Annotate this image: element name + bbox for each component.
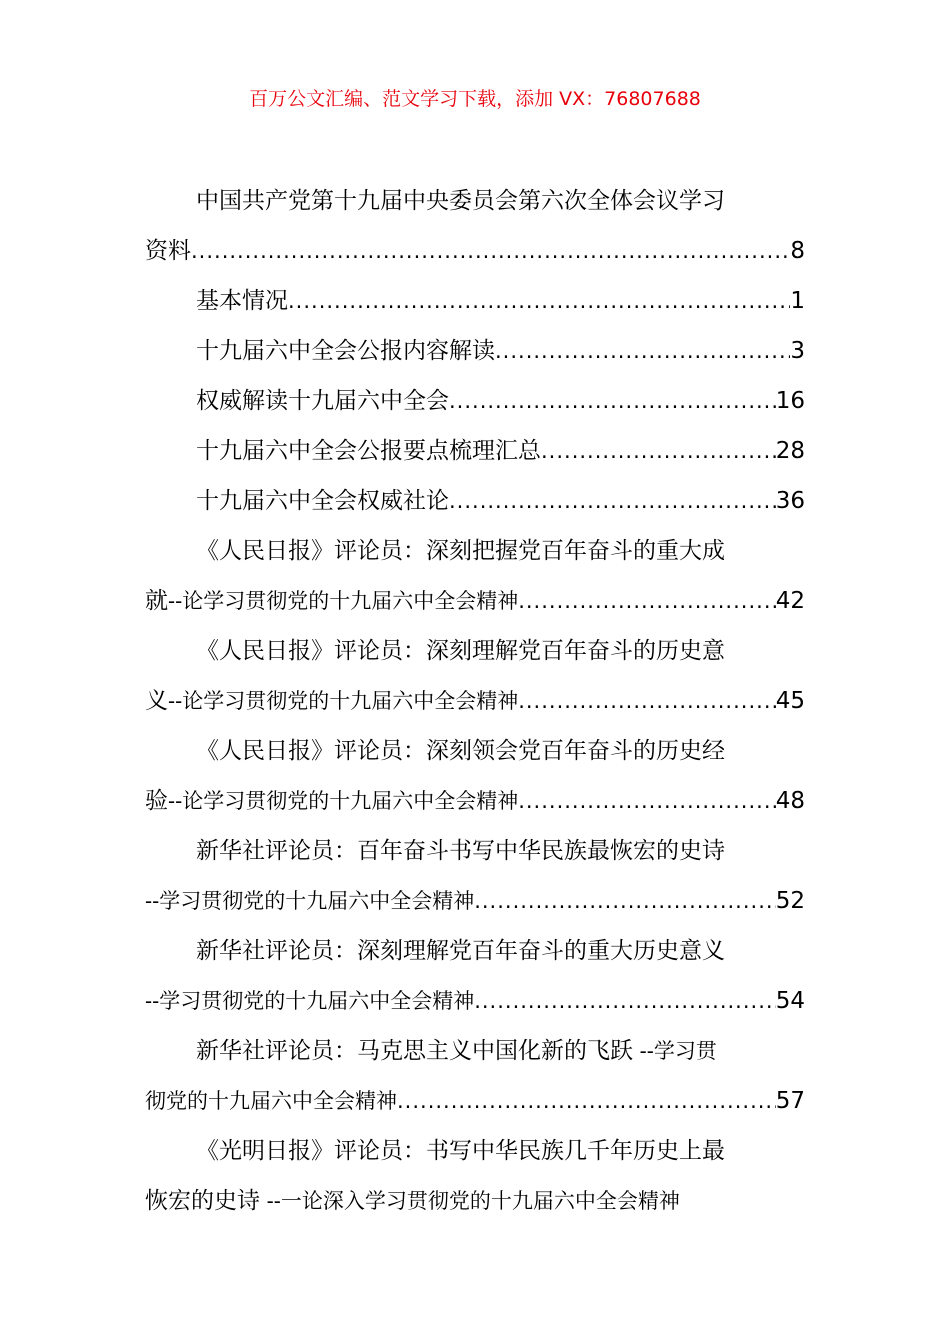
toc-entry-0-title-end: 资料: [145, 238, 191, 264]
toc-entry-1-page: 1: [790, 288, 805, 314]
toc-entry-12-line2[interactable]: [145, 1176, 805, 1226]
toc-entry-2[interactable]: [145, 326, 805, 376]
toc-entry-11-line1[interactable]: [145, 1026, 805, 1076]
leader-dots: [474, 876, 776, 926]
toc-entry-4-page: 28: [775, 438, 805, 464]
toc-entry-12-subtitle: --一论深入学习贯彻党的十九届六中全会精神: [260, 1189, 680, 1213]
toc-entry-3-title: 权威解读十九届六中全会: [196, 388, 449, 414]
toc-entry-8-subtitle: --论学习贯彻党的十九届六中全会精神: [168, 789, 519, 813]
toc-entry-3[interactable]: [145, 376, 805, 426]
leader-dots: [288, 276, 790, 326]
leader-dots: [518, 576, 776, 626]
leader-dots: [495, 326, 790, 376]
toc-entry-4-title: 十九届六中全会公报要点梳理汇总: [196, 438, 541, 464]
toc-entry-10-line2[interactable]: [145, 976, 805, 1026]
toc-entry-9-line1[interactable]: 新华社评论员：百年奋斗书写中华民族最恢宏的史诗: [196, 838, 725, 864]
toc-entry-8-line1[interactable]: 《人民日报》评论员：深刻领会党百年奋斗的历史经: [196, 738, 725, 764]
toc-entry-8-page: 48: [775, 788, 805, 814]
leader-dots: [449, 376, 776, 426]
toc-entry-8-title-end: 验: [145, 788, 168, 814]
toc-entry-12-title-end: 恢宏的史诗: [145, 1188, 260, 1214]
leader-dots: [474, 976, 776, 1026]
toc-entry-7-line1[interactable]: 《人民日报》评论员：深刻理解党百年奋斗的历史意: [196, 638, 725, 664]
toc-entry-1-title: 基本情况: [196, 288, 288, 314]
toc-entry-0-line2[interactable]: [145, 226, 805, 276]
leader-dots: [518, 676, 776, 726]
leader-dots: [397, 1076, 776, 1126]
toc-entry-9-page: 52: [775, 888, 805, 914]
toc-entry-9-line2[interactable]: [145, 876, 805, 926]
toc-entry-11-subtitle-start: --学习贯: [633, 1039, 717, 1063]
table-of-contents: [145, 176, 805, 1226]
toc-entry-1[interactable]: [145, 276, 805, 326]
toc-entry-6-line1[interactable]: 《人民日报》评论员：深刻把握党百年奋斗的重大成: [196, 538, 725, 564]
leader-dots: [518, 776, 776, 826]
toc-entry-12-line1[interactable]: 《光明日报》评论员：书写中华民族几千年历史上最: [196, 1138, 725, 1164]
toc-entry-6-page: 42: [775, 588, 805, 614]
toc-entry-3-page: 16: [775, 388, 805, 414]
toc-entry-7-line2[interactable]: [145, 676, 805, 726]
toc-entry-11-title: 新华社评论员：马克思主义中国化新的飞跃: [196, 1038, 633, 1064]
leader-dots: [191, 226, 790, 276]
toc-entry-0-page: 8: [790, 238, 805, 264]
toc-entry-2-title: 十九届六中全会公报内容解读: [196, 338, 495, 364]
toc-entry-10-page: 54: [775, 988, 805, 1014]
toc-entry-6-title-end: 就: [145, 588, 168, 614]
toc-entry-10-line1[interactable]: 新华社评论员：深刻理解党百年奋斗的重大历史意义: [196, 938, 725, 964]
toc-entry-8-line2[interactable]: [145, 776, 805, 826]
leader-dots: [541, 426, 776, 476]
toc-entry-10-subtitle: --学习贯彻党的十九届六中全会精神: [145, 989, 475, 1013]
toc-entry-4[interactable]: [145, 426, 805, 476]
toc-entry-6-subtitle: --论学习贯彻党的十九届六中全会精神: [168, 589, 519, 613]
toc-entry-7-page: 45: [775, 688, 805, 714]
header-banner: 百万公文汇编、范文学习下载，添加 VX：76807688: [249, 88, 701, 110]
leader-dots: [449, 476, 776, 526]
toc-entry-0-line1[interactable]: 中国共产党第十九届中央委员会第六次全体会议学习: [196, 188, 725, 214]
toc-entry-6-line2[interactable]: [145, 576, 805, 626]
toc-entry-9-subtitle: --学习贯彻党的十九届六中全会精神: [145, 889, 475, 913]
toc-entry-5-title: 十九届六中全会权威社论: [196, 488, 449, 514]
toc-entry-11-line2[interactable]: [145, 1076, 805, 1126]
toc-entry-5-page: 36: [775, 488, 805, 514]
toc-entry-5[interactable]: [145, 476, 805, 526]
toc-entry-2-page: 3: [790, 338, 805, 364]
toc-entry-11-subtitle-end: 彻党的十九届六中全会精神: [145, 1089, 397, 1113]
toc-entry-7-subtitle: --论学习贯彻党的十九届六中全会精神: [168, 689, 519, 713]
toc-entry-11-page: 57: [775, 1088, 805, 1114]
toc-entry-7-title-end: 义: [145, 688, 168, 714]
